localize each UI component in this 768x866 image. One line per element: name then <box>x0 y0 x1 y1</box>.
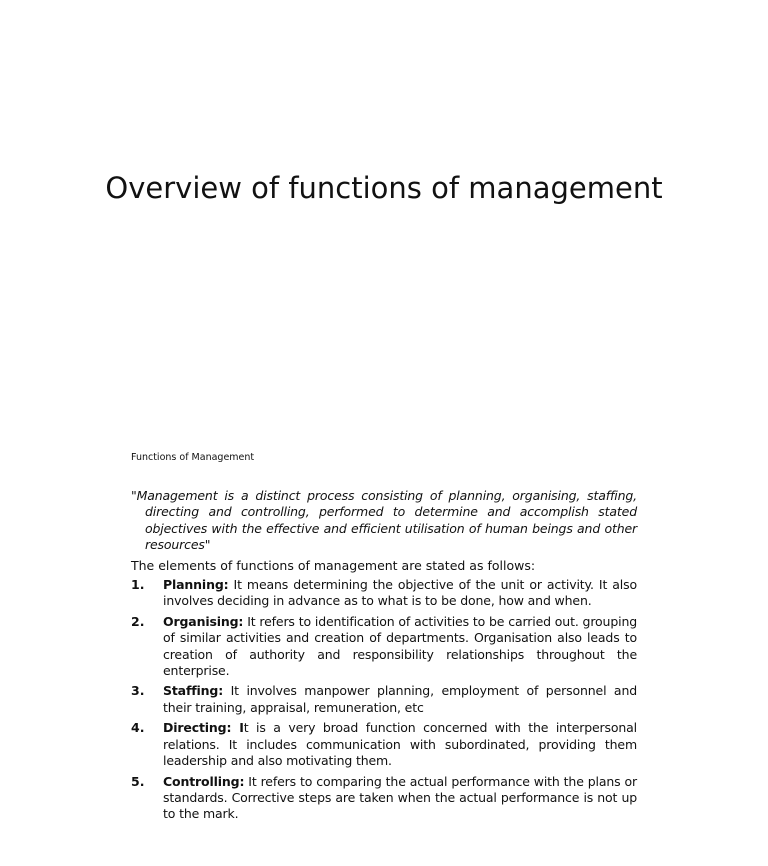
list-item-text <box>163 614 637 680</box>
list-description: It refers to identification of activities to be carried out. grouping of similar activities and creation of departments. Organisation also leads to creation of authority and responsibility relationships throughout the enterprise. <box>163 613 637 679</box>
intro-text: The elements of functions of management are stated as follows: <box>131 557 536 573</box>
list-number: 5. <box>131 773 145 789</box>
list-term: Organising: <box>163 613 244 629</box>
page-title: Overview of functions of management <box>105 171 663 206</box>
definition-quote: "Management is a distinct process consisting of planning, organising, staffing, directing and controlling, performed to determine and accomplish stated objectives with the effective and efficient utilisation of human beings and other resources" <box>131 488 637 553</box>
list-item-text <box>163 720 637 769</box>
list-number: 1. <box>131 577 145 593</box>
list-description: It refers to comparing the actual performance with the plans or standards. Corrective steps are taken when the actual performance is not up to the mark. <box>163 773 637 822</box>
section-label: Functions of Management <box>131 452 255 463</box>
list-item-directing <box>131 720 637 769</box>
functions-list <box>131 577 637 823</box>
list-number: 4. <box>131 720 145 736</box>
list-description: It involves manpower planning, employment of personnel and their training, appraisal, remuneration, etc <box>163 683 637 715</box>
list-item-planning <box>131 577 637 610</box>
list-description: t is a very broad function concerned with the interpersonal relations. It includes communication with subordinated, providing them leadership and also motivating them. <box>163 720 638 769</box>
list-term: Directing: I <box>163 720 244 736</box>
list-item-text <box>163 774 637 823</box>
list-item-text <box>163 577 637 610</box>
list-item-controlling <box>131 774 637 823</box>
list-description: It means determining the objective of the unit or activity. It also involves deciding in advance as to what is to be done, how and when. <box>163 577 637 609</box>
list-term: Planning: <box>163 577 229 593</box>
list-number: 2. <box>131 613 145 629</box>
list-number: 3. <box>131 683 145 699</box>
list-item-staffing <box>131 683 637 716</box>
list-term: Controlling: <box>163 773 245 789</box>
list-item-text <box>163 683 637 716</box>
list-term: Staffing: <box>163 683 224 699</box>
document-body <box>131 452 637 827</box>
list-item-organising <box>131 614 637 680</box>
